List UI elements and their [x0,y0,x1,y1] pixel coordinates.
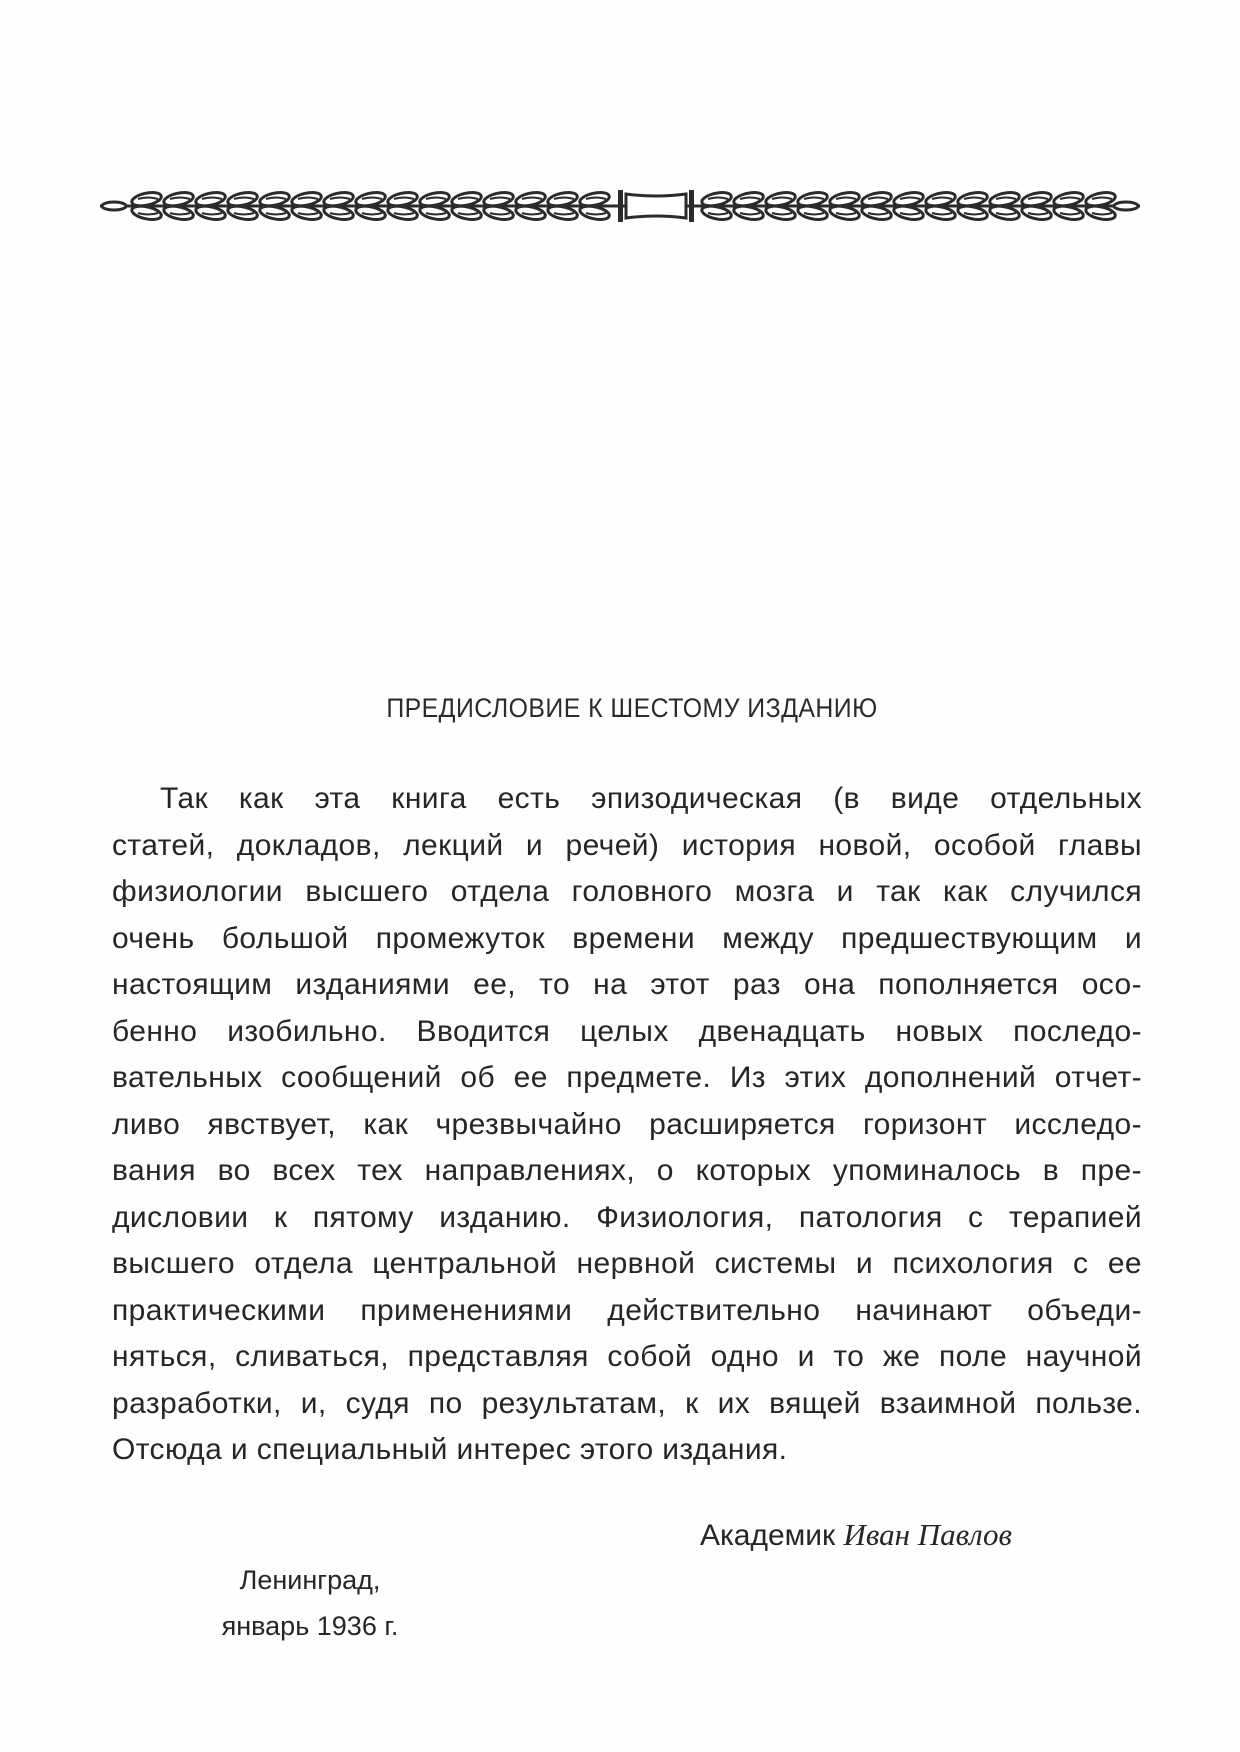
date: январь 1936 г. [221,1611,399,1641]
text-line: статей, докладов, лекций и речей) история новой, особой главы [112,828,1142,862]
text-line: разработки, и, судя по результатам, к их вящей взаимной пользе. [112,1386,1142,1420]
author-title: Академик [700,1519,836,1552]
author-signature [700,1517,1012,1553]
text-line: дисловии к пятому изданию. Физиология, патология с терапией [112,1200,1142,1234]
text-line: вательных сообщений об ее предмете. Из этих дополнений отчет- [112,1061,1142,1094]
text-line: вания во всех тех направлениях, о которых упоминалось в пре- [112,1154,1142,1187]
text-line: практическими применениями действительно начинают объеди- [112,1293,1142,1327]
text-line: очень большой промежуток времени между предшествующим и [112,921,1142,955]
text-line: высшего отдела центральной нервной системы и психология с ее [112,1247,1142,1280]
text-line: ливо явствует, как чрезвычайно расширяется горизонт исследо- [112,1107,1142,1141]
page-title: ПРЕДИСЛОВИЕ К ШЕСТОМУ ИЗДАНИЮ [386,693,878,723]
text-line: няться, сливаться, представляя собой одно и то же поле научной [112,1340,1142,1373]
text-line: бенно изобильно. Вводится целых двенадцать новых последо- [112,1014,1142,1048]
place: Ленинград, [239,1565,381,1595]
text-line: Отсюда и специальный интерес этого издания. [112,1433,788,1466]
place-and-date [200,1557,420,1649]
author-name: Иван Павлов [843,1517,1012,1552]
preface-paragraph [112,776,1142,1474]
text-line: физиологии высшего отдела головного мозга и так как случился [112,875,1142,908]
text-line: Так как эта книга есть эпизодическая (в виде отдельных [160,782,1142,815]
text-line: настоящим изданиями ее, то на этот раз она пополняется осо- [112,968,1142,1001]
laurel-garland-ornament-icon [100,188,1140,224]
